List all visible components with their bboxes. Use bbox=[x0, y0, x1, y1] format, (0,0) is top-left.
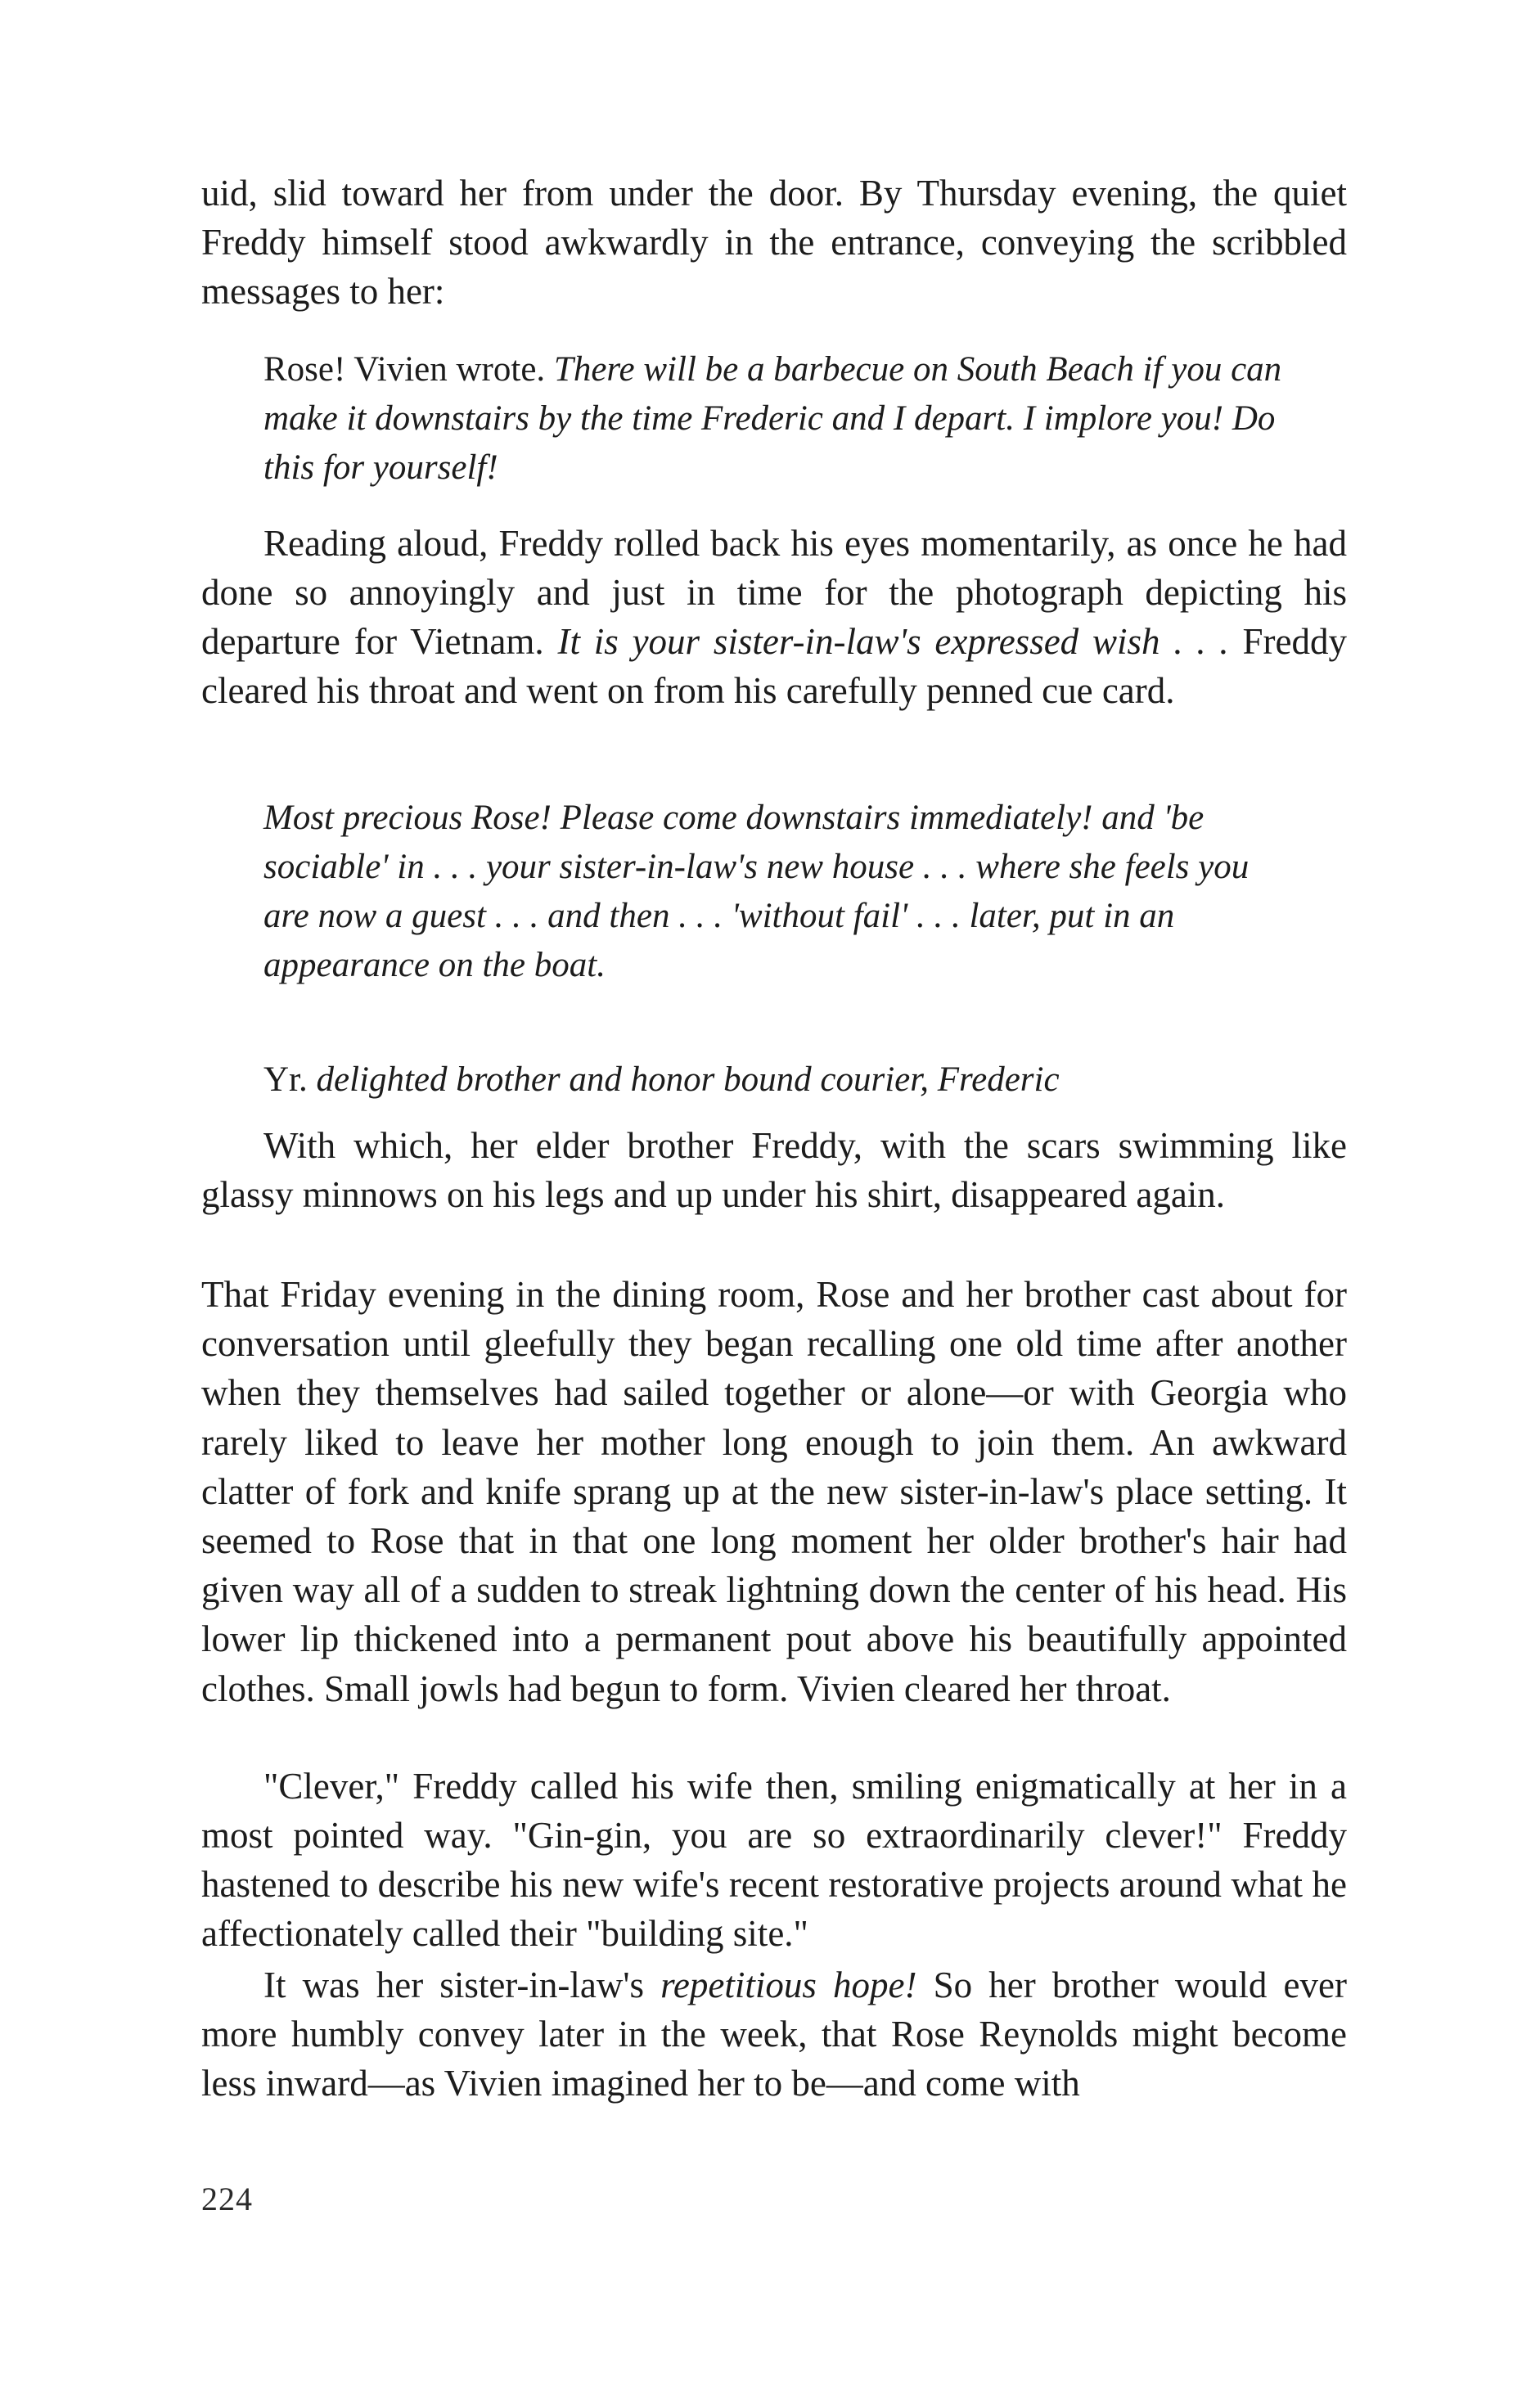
page-number: 224 bbox=[201, 2181, 253, 2217]
note-quote-1 bbox=[263, 345, 1295, 493]
paragraph-clever bbox=[201, 1762, 1347, 1958]
paragraph-with-which bbox=[201, 1121, 1347, 1219]
note-quote-2 bbox=[263, 794, 1295, 990]
hope-text-italic: repetitious hope! bbox=[660, 1965, 917, 2005]
paragraph-friday-evening bbox=[201, 1270, 1347, 1713]
signoff-prefix: Yr. bbox=[263, 1060, 308, 1099]
signoff-body: delighted brother and honor bound courier, Frederic bbox=[307, 1060, 1060, 1099]
hope-text-a: It was her sister-in-law's bbox=[263, 1965, 661, 2005]
paragraph-reading-aloud bbox=[201, 519, 1347, 715]
note-signoff bbox=[263, 1055, 1295, 1105]
paragraph-opening-text: uid, slid toward her from under the door. By Thursday evening, the quiet Freddy himself stood awkwardly in the entrance, conveying the scribbled messages to her: bbox=[201, 173, 1347, 312]
friday-text: That Friday evening in the dining room, Rose and her brother cast about for conversation until gleefully they began recalling one old time after another when they themselves had sailed together or alone—or with Georgia who rarely liked to leave her mother long enough to join them. An awkward clatter of fork and knife sprang up at the new sister-in-law's place setting. It seemed to Rose that in that one long moment her older brother's hair had given way all of a sudden to streak lightning down the center of his head. His lower lip thickened into a permanent pout above his beautifully appointed clothes. Small jowls had begun to form. Vivien cleared her throat. bbox=[201, 1274, 1347, 1709]
note-1-prefix: Rose! bbox=[263, 350, 346, 389]
hope-text-b: So her brother would ever more humbly convey later in the week, that Rose Reynolds might become less inward—as Vivien imagined her to be—and come with bbox=[201, 1965, 1347, 2104]
reading-text-a: Reading aloud, Freddy rolled back his eyes momentarily, as once he had done so annoyingly and just in time for the photograph depicting his departure for Vietnam. bbox=[201, 523, 1347, 662]
paragraph-repetitious-hope bbox=[201, 1960, 1347, 2108]
note-1-attribution: Vivien wrote. bbox=[345, 350, 554, 389]
with-which-text: With which, her elder brother Freddy, with the scars swimming like glassy minnows on his legs and up under his shirt, disappeared again. bbox=[201, 1125, 1347, 1215]
note-1-body: There will be a barbecue on South Beach if you can make it downstairs by the time Frederic and I depart. I implore you! Do this for yourself! bbox=[263, 350, 1282, 487]
paragraph-opening bbox=[201, 169, 1347, 316]
note-2-body: Most precious Rose! Please come downstairs immediately! and 'be sociable' in . . . your sister-in-law's new house . . . where she feels you are now a guest . . . and then . . . 'without fail' . . . later, put in an appearance on the boat. bbox=[263, 799, 1250, 984]
reading-text-b: Freddy cleared his throat and went on from his carefully penned cue card. bbox=[201, 621, 1347, 711]
reading-text-italic: It is your sister-in-law's expressed wish . . . bbox=[557, 621, 1229, 662]
clever-text: "Clever," Freddy called his wife then, smiling enigmatically at her in a most pointed way. "Gin-gin, you are so extraordinarily clever!" Freddy hastened to describe his new wife's recent restorative projects around what he affectionately called their "building site." bbox=[201, 1766, 1347, 1954]
